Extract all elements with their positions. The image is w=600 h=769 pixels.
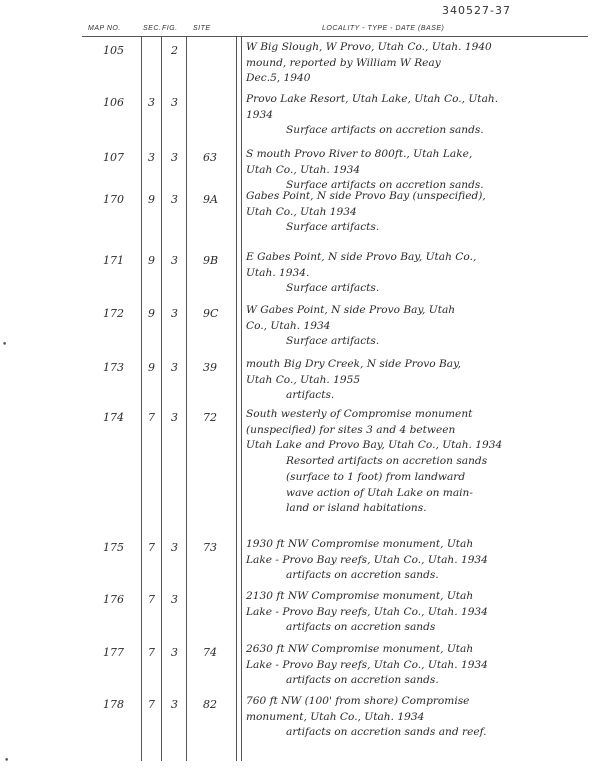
column-rule-5 <box>241 36 242 761</box>
map-number: 175 <box>103 541 124 554</box>
section-number: 7 <box>148 541 155 554</box>
map-number: 107 <box>103 151 124 164</box>
locality-line: Lake - Provo Bay reefs, Utah Co., Utah. 1934 <box>246 605 488 618</box>
locality-line: 760 ft NW (100' from shore) Compromise <box>246 695 470 707</box>
margin-mark-icon: • <box>4 756 10 766</box>
map-number: 177 <box>103 646 124 659</box>
locality-line: Surface artifacts. <box>286 282 380 295</box>
document-number: 340527-37 <box>442 4 511 17</box>
map-number: 173 <box>103 361 124 374</box>
section-number: 7 <box>148 646 155 659</box>
locality-entry <box>246 694 594 741</box>
figure-number: 3 <box>171 411 178 424</box>
locality-line: Gabes Point, N side Provo Bay (unspecified), <box>246 190 486 202</box>
locality-line: mound, reported by William W Reay <box>246 56 441 69</box>
section-number: 9 <box>148 307 155 320</box>
margin-mark-icon: • <box>2 340 8 350</box>
site-number: 39 <box>203 361 217 374</box>
locality-line: Utah Lake and Provo Bay, Utah Co., Utah. 1934 <box>246 439 503 452</box>
locality-entry <box>246 40 594 87</box>
header-fig: FIG. <box>162 25 178 32</box>
locality-line: artifacts on accretion sands. <box>286 569 439 582</box>
header-map-no: MAP NO. <box>88 25 121 32</box>
locality-line: E Gabes Point, N side Provo Bay, Utah Co., <box>246 251 477 263</box>
locality-line: (unspecified) for sites 3 and 4 between <box>246 423 456 436</box>
header-sec: SEC. <box>143 25 162 32</box>
section-number: 3 <box>148 151 155 164</box>
figure-number: 3 <box>171 593 178 606</box>
section-number: 9 <box>148 193 155 206</box>
locality-line: 2130 ft NW Compromise monument, Utah <box>246 590 474 602</box>
site-number: 9B <box>203 254 219 267</box>
locality-line: artifacts. <box>286 389 335 402</box>
map-number: 170 <box>103 193 124 206</box>
site-number: 63 <box>203 151 217 164</box>
locality-line: 1930 ft NW Compromise monument, Utah <box>246 538 474 550</box>
locality-line: Utah Co., Utah. 1934 <box>246 163 361 176</box>
locality-line: Surface artifacts on accretion sands. <box>286 124 484 137</box>
map-number: 105 <box>103 44 124 57</box>
column-rule-4 <box>236 36 237 761</box>
locality-line: wave action of Utah Lake on main- <box>286 486 473 499</box>
locality-line: W Big Slough, W Provo, Utah Co., Utah. 1940 <box>246 41 492 53</box>
map-number: 106 <box>103 96 124 109</box>
locality-entry <box>246 642 594 689</box>
locality-line: South westerly of Compromise monument <box>246 408 473 420</box>
locality-entry <box>246 92 594 139</box>
map-number: 171 <box>103 254 124 267</box>
locality-line: artifacts on accretion sands and reef. <box>286 726 487 739</box>
section-number: 3 <box>148 96 155 109</box>
map-number: 172 <box>103 307 124 320</box>
locality-line: Co., Utah. 1934 <box>246 319 331 332</box>
locality-line: monument, Utah Co., Utah. 1934 <box>246 710 425 723</box>
locality-line: Lake - Provo Bay reefs, Utah Co., Utah. 1934 <box>246 658 488 671</box>
header-site: SITE <box>193 25 211 32</box>
locality-entry <box>246 407 594 517</box>
column-rule-2 <box>161 36 162 761</box>
section-number: 7 <box>148 411 155 424</box>
locality-line: Utah Co., Utah 1934 <box>246 205 357 218</box>
locality-line: Resorted artifacts on accretion sands <box>286 455 488 468</box>
section-number: 7 <box>148 593 155 606</box>
header-locality: LOCALITY - TYPE - DATE (BASE) <box>322 25 445 32</box>
locality-line: artifacts on accretion sands <box>286 621 436 634</box>
figure-number: 2 <box>171 44 178 57</box>
figure-number: 3 <box>171 361 178 374</box>
site-number: 73 <box>203 541 217 554</box>
site-number: 72 <box>203 411 217 424</box>
column-rule-1 <box>141 36 142 761</box>
site-number: 82 <box>203 698 217 711</box>
locality-entry <box>246 250 594 297</box>
site-number: 74 <box>203 646 217 659</box>
locality-entry <box>246 357 594 404</box>
locality-line: Provo Lake Resort, Utah Lake, Utah Co., Utah. <box>246 93 499 105</box>
locality-entry <box>246 303 594 350</box>
figure-number: 3 <box>171 307 178 320</box>
header-rule <box>82 36 588 37</box>
locality-entry <box>246 589 594 636</box>
map-number: 174 <box>103 411 124 424</box>
site-number: 9C <box>203 307 219 320</box>
locality-entry <box>246 189 594 236</box>
locality-entry <box>246 537 594 584</box>
locality-line: mouth Big Dry Creek, N side Provo Bay, <box>246 358 462 370</box>
locality-line: 2630 ft NW Compromise monument, Utah <box>246 643 474 655</box>
figure-number: 3 <box>171 541 178 554</box>
locality-line: Lake - Provo Bay reefs, Utah Co., Utah. 1934 <box>246 553 488 566</box>
section-number: 7 <box>148 698 155 711</box>
locality-line: Dec.5, 1940 <box>246 72 311 85</box>
map-number: 178 <box>103 698 124 711</box>
section-number: 9 <box>148 254 155 267</box>
figure-number: 3 <box>171 193 178 206</box>
locality-line: W Gabes Point, N side Provo Bay, Utah <box>246 304 456 316</box>
locality-line: Utah. 1934. <box>246 266 310 279</box>
figure-number: 3 <box>171 96 178 109</box>
figure-number: 3 <box>171 698 178 711</box>
locality-line: Utah Co., Utah. 1955 <box>246 373 361 386</box>
locality-line: Surface artifacts on accretion sands. <box>286 179 484 192</box>
locality-line: artifacts on accretion sands. <box>286 674 439 687</box>
map-number: 176 <box>103 593 124 606</box>
locality-line: Surface artifacts. <box>286 221 380 234</box>
figure-number: 3 <box>171 254 178 267</box>
locality-line: S mouth Provo River to 800ft., Utah Lake, <box>246 148 473 160</box>
figure-number: 3 <box>171 151 178 164</box>
locality-line: Surface artifacts. <box>286 335 380 348</box>
locality-line: land or island habitations. <box>286 502 427 515</box>
locality-entry <box>246 147 594 194</box>
locality-line: (surface to 1 foot) from landward <box>286 470 466 483</box>
column-rule-3 <box>186 36 187 761</box>
locality-line: 1934 <box>246 108 273 121</box>
section-number: 9 <box>148 361 155 374</box>
figure-number: 3 <box>171 646 178 659</box>
site-number: 9A <box>203 193 218 206</box>
